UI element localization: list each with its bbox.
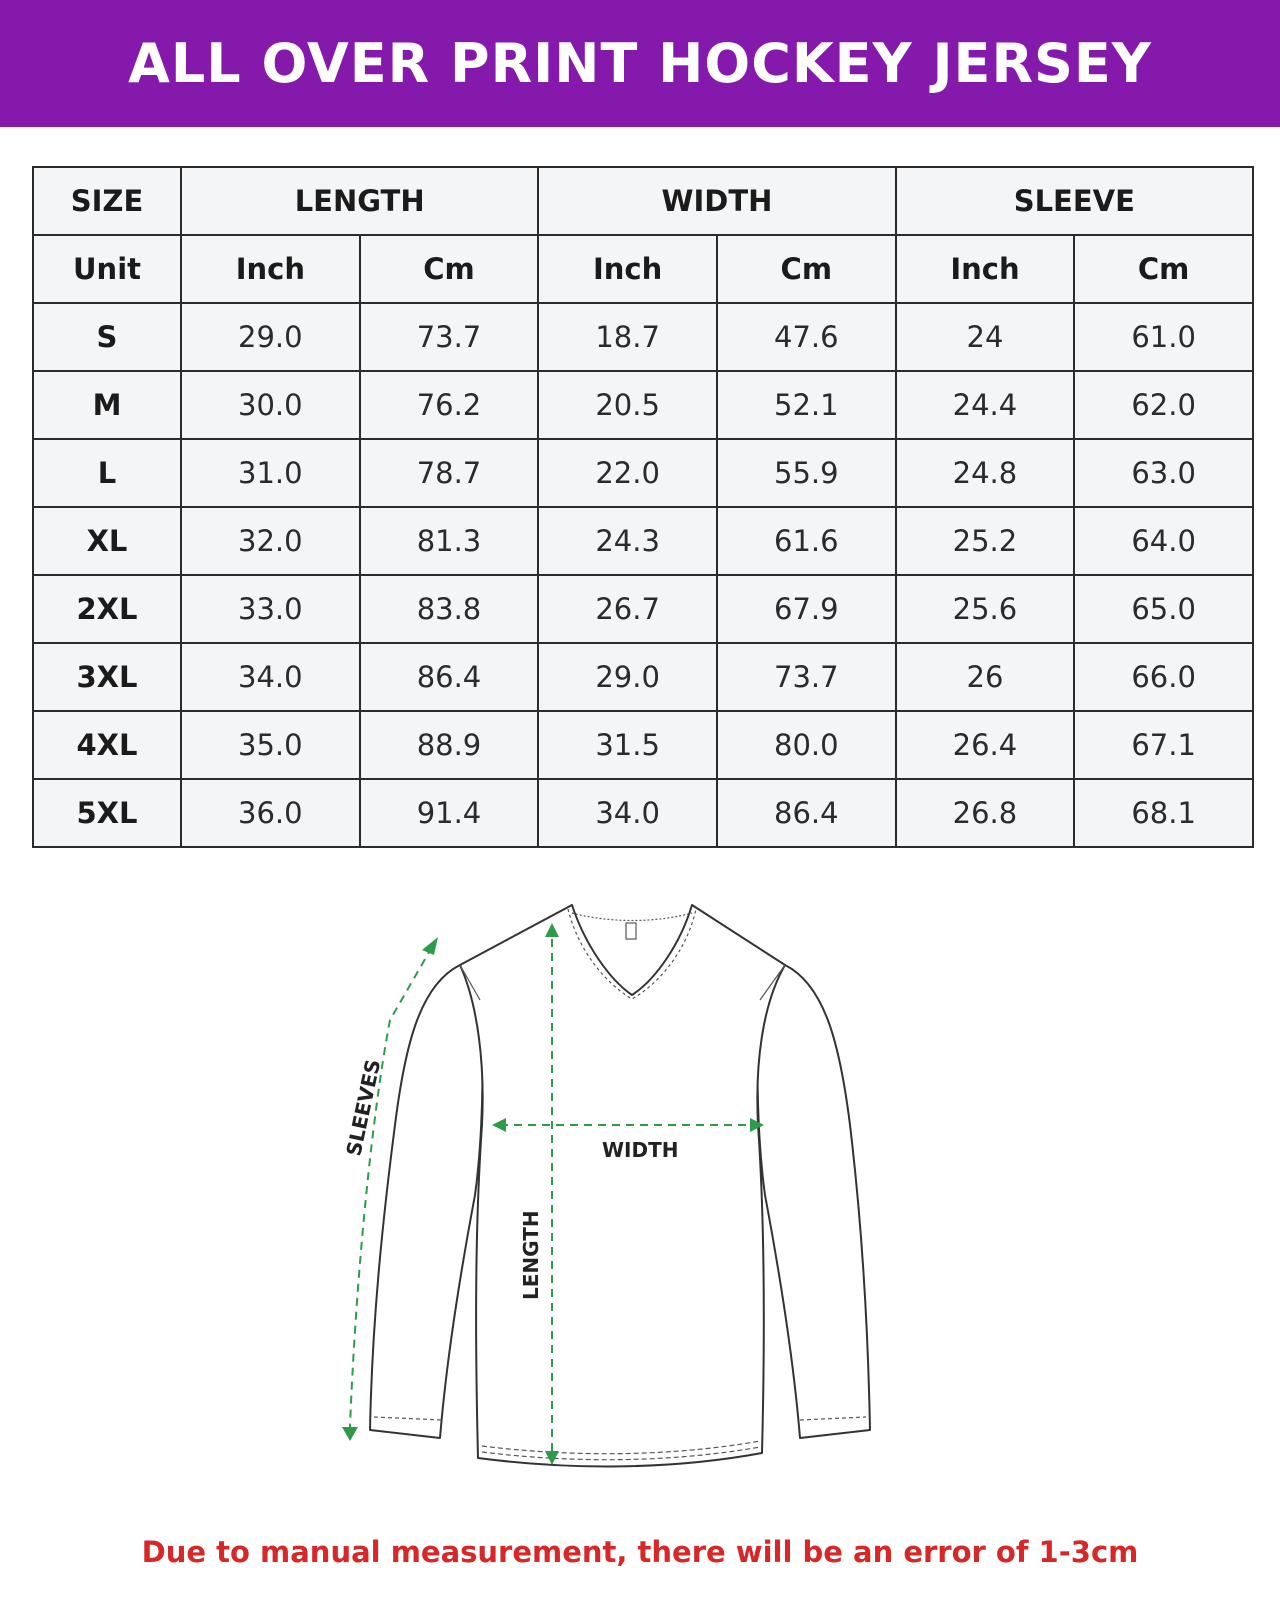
size-row [33,507,1253,575]
size-row [33,439,1253,507]
measurement-cell: 24.8 [896,439,1075,507]
size-cell: S [33,303,181,371]
jersey-outline [370,905,870,1466]
length-cm-header: Cm [360,235,539,303]
size-cell: 5XL [33,779,181,847]
page-title: ALL OVER PRINT HOCKEY JERSEY [128,32,1152,95]
measurement-cell: 61.6 [717,507,896,575]
measurement-cell: 25.6 [896,575,1075,643]
measurement-cell: 76.2 [360,371,539,439]
size-row [33,303,1253,371]
width-cm-header: Cm [717,235,896,303]
measurement-cell: 80.0 [717,711,896,779]
width-header: WIDTH [538,167,895,235]
measurement-cell: 55.9 [717,439,896,507]
measurement-cell: 32.0 [181,507,360,575]
measurement-cell: 67.1 [1074,711,1253,779]
measurement-cell: 26 [896,643,1075,711]
measurement-cell: 78.7 [360,439,539,507]
measurement-cell: 34.0 [181,643,360,711]
sleeve-header: SLEEVE [896,167,1253,235]
sleeves-label: SLEEVES [341,1057,386,1159]
size-cell: L [33,439,181,507]
measurement-cell: 31.5 [538,711,717,779]
sleeve-arrow-head-top [422,937,438,955]
size-cell: 2XL [33,575,181,643]
measurement-cell: 24.4 [896,371,1075,439]
size-cell: 3XL [33,643,181,711]
measurement-cell: 24.3 [538,507,717,575]
measurement-cell: 67.9 [717,575,896,643]
measurement-cell: 29.0 [181,303,360,371]
measurement-cell: 81.3 [360,507,539,575]
measurement-cell: 91.4 [360,779,539,847]
size-cell: 4XL [33,711,181,779]
measurement-cell: 25.2 [896,507,1075,575]
size-row [33,643,1253,711]
measurement-cell: 83.8 [360,575,539,643]
size-rows [33,303,1253,847]
measurement-cell: 61.0 [1074,303,1253,371]
measurement-cell: 31.0 [181,439,360,507]
measurement-cell: 20.5 [538,371,717,439]
measurement-cell: 68.1 [1074,779,1253,847]
measurement-cell: 64.0 [1074,507,1253,575]
measurement-cell: 26.7 [538,575,717,643]
measurement-cell: 88.9 [360,711,539,779]
measurement-cell: 73.7 [360,303,539,371]
measurement-cell: 36.0 [181,779,360,847]
measurement-cell: 65.0 [1074,575,1253,643]
group-header-row [33,167,1253,235]
size-chart-table [32,166,1254,848]
measurement-cell: 73.7 [717,643,896,711]
measurement-cell: 86.4 [360,643,539,711]
size-header: SIZE [33,167,181,235]
size-row [33,371,1253,439]
measurement-cell: 47.6 [717,303,896,371]
size-row [33,575,1253,643]
width-label: WIDTH [602,1138,679,1162]
measurement-cell: 35.0 [181,711,360,779]
width-inch-header: Inch [538,235,717,303]
measurement-cell: 34.0 [538,779,717,847]
length-label: LENGTH [519,1210,543,1300]
measurement-cell: 18.7 [538,303,717,371]
sleeve-arrow-head-bottom [342,1427,358,1441]
length-header: LENGTH [181,167,538,235]
unit-label: Unit [33,235,181,303]
measurement-cell: 63.0 [1074,439,1253,507]
sleeve-inch-header: Inch [896,235,1075,303]
measurement-cell: 66.0 [1074,643,1253,711]
measurement-cell: 22.0 [538,439,717,507]
size-cell: XL [33,507,181,575]
measurement-cell: 26.4 [896,711,1075,779]
size-row [33,711,1253,779]
jersey-measurement-diagram [310,895,910,1515]
measurement-cell: 26.8 [896,779,1075,847]
title-banner [0,0,1280,127]
size-cell: M [33,371,181,439]
measurement-cell: 29.0 [538,643,717,711]
size-row [33,779,1253,847]
unit-header-row [33,235,1253,303]
measurement-cell: 52.1 [717,371,896,439]
length-inch-header: Inch [181,235,360,303]
measurement-disclaimer: Due to manual measurement, there will be an error of 1-3cm [141,1535,1139,1569]
measurement-cell: 30.0 [181,371,360,439]
measurement-cell: 33.0 [181,575,360,643]
measurement-cell: 86.4 [717,779,896,847]
sleeve-cm-header: Cm [1074,235,1253,303]
measurement-cell: 24 [896,303,1075,371]
measurement-cell: 62.0 [1074,371,1253,439]
